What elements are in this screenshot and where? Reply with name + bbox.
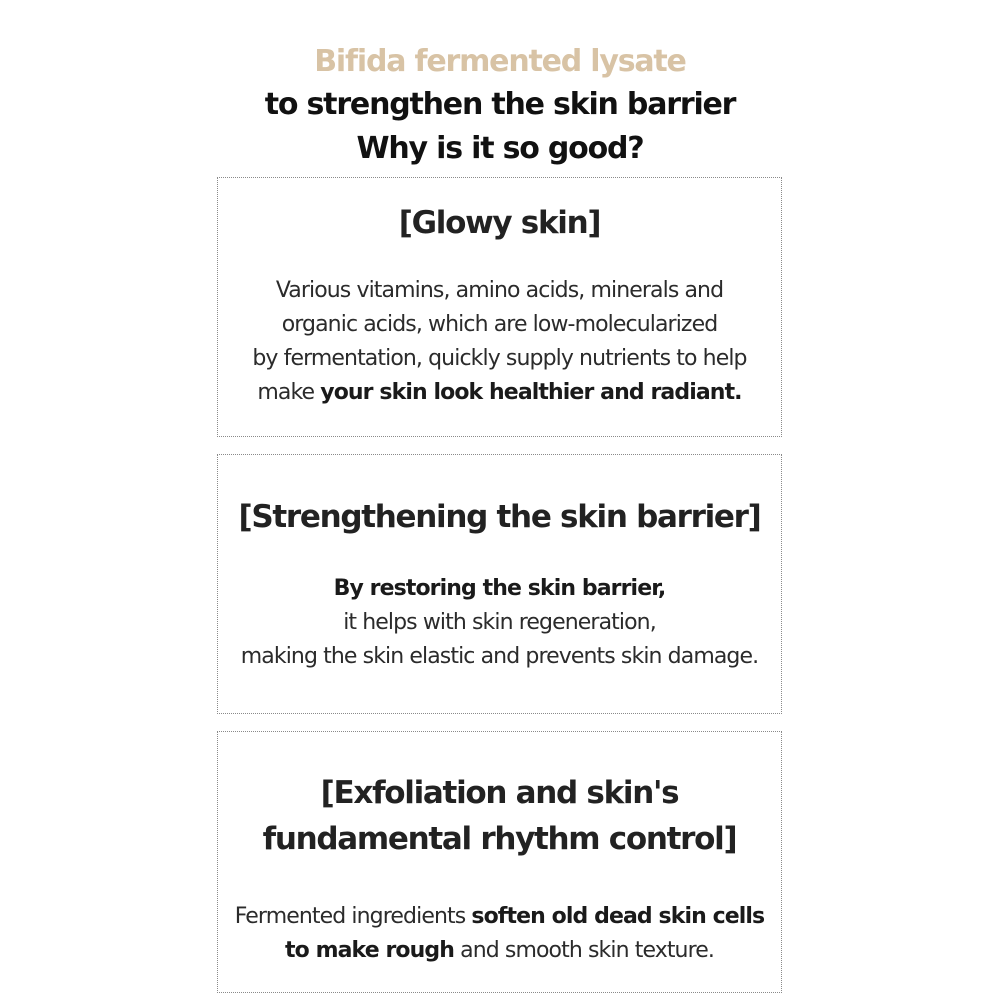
- card-body-line: [218, 640, 781, 674]
- card-title-line: [Exfoliation and skin's: [320, 775, 679, 811]
- card-body-line: [218, 606, 781, 640]
- card-body-line: [218, 308, 781, 342]
- body-text: make: [257, 380, 321, 405]
- card-body-line: [218, 572, 781, 606]
- card-body-line: [218, 934, 781, 968]
- emphasis-text: to make rough: [285, 938, 455, 963]
- card-body: [218, 274, 781, 410]
- body-text: it helps with skin regeneration,: [343, 610, 656, 635]
- emphasis-text: your skin look healthier and radiant.: [320, 380, 742, 405]
- card-body: [218, 572, 781, 674]
- card-body-line: [218, 274, 781, 308]
- body-text: and smooth skin texture.: [454, 938, 714, 963]
- headline-accent: Bifida fermented lysate: [314, 44, 686, 79]
- body-text: Various vitamins, amino acids, minerals and: [275, 278, 724, 303]
- card-title: [218, 770, 781, 862]
- body-text: Fermented ingredients: [234, 904, 472, 929]
- headline-question: Why is it so good?: [356, 131, 644, 166]
- emphasis-text: soften old dead skin cells: [471, 904, 765, 929]
- card-title: [Strengthening the skin barrier]: [238, 499, 761, 535]
- body-text: by fermentation, quickly supply nutrients to help: [252, 346, 747, 371]
- card-body-line: [218, 376, 781, 410]
- body-text: making the skin elastic and prevents skin damage.: [240, 644, 759, 669]
- body-text: organic acids, which are low-molecularized: [281, 312, 718, 337]
- card-body: [218, 900, 781, 968]
- benefit-card-exfoliation: [217, 731, 782, 993]
- card-body-line: [218, 342, 781, 376]
- card-title-line: fundamental rhythm control]: [262, 821, 737, 857]
- benefit-card-skin-barrier: [217, 454, 782, 714]
- card-title: [Glowy skin]: [398, 205, 601, 241]
- emphasis-text: By restoring the skin barrier,: [333, 576, 666, 601]
- card-body-line: [218, 900, 781, 934]
- headline-subtitle: to strengthen the skin barrier: [264, 87, 736, 122]
- benefit-card-glowy-skin: [217, 177, 782, 437]
